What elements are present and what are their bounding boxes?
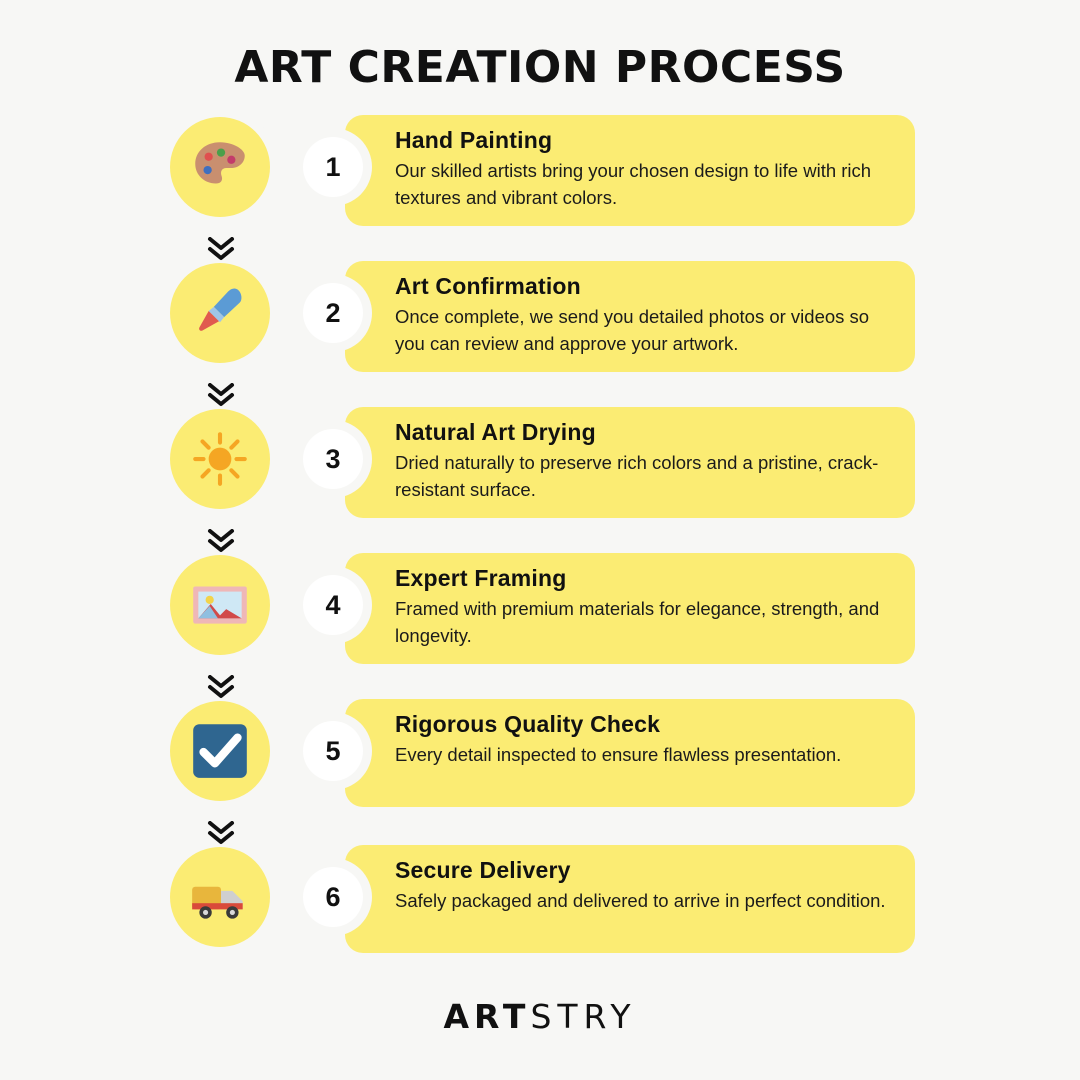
chevron-down-icon bbox=[206, 529, 236, 555]
step-title: Art Confirmation bbox=[395, 273, 581, 299]
framed-picture-icon-glyph bbox=[187, 572, 253, 638]
step-card bbox=[345, 407, 915, 518]
framed-picture-icon bbox=[170, 555, 270, 655]
palette-icon bbox=[170, 117, 270, 217]
chevron-down-icon bbox=[206, 383, 236, 409]
step-description: Safely packaged and delivered to arrive in perfect condition. bbox=[395, 890, 886, 911]
check-mark-icon bbox=[170, 701, 270, 801]
process-step bbox=[170, 699, 1080, 817]
step-description: Every detail inspected to ensure flawless presentation. bbox=[395, 744, 842, 765]
footer bbox=[0, 997, 1080, 1036]
paintbrush-icon bbox=[170, 263, 270, 363]
check-mark-icon-glyph bbox=[187, 718, 253, 784]
sun-icon-glyph bbox=[187, 426, 253, 492]
process-step bbox=[170, 407, 1080, 525]
step-description: Framed with premium materials for elegance, strength, and longevity. bbox=[395, 598, 880, 646]
step-description: Dried naturally to preserve rich colors and a pristine, crack-resistant surface. bbox=[395, 452, 879, 500]
sun-icon bbox=[170, 409, 270, 509]
process-step bbox=[170, 845, 1080, 963]
process-step bbox=[170, 115, 1080, 233]
page-title: ART CREATION PROCESS bbox=[234, 42, 846, 93]
step-title: Secure Delivery bbox=[395, 857, 571, 883]
process-step bbox=[170, 553, 1080, 671]
chevron-down-icon bbox=[206, 821, 236, 847]
step-number: 5 bbox=[303, 721, 363, 781]
step-number: 2 bbox=[303, 283, 363, 343]
step-description: Once complete, we send you detailed photos or videos so you can review and approve your artwork. bbox=[395, 306, 870, 354]
step-number: 3 bbox=[303, 429, 363, 489]
step-card bbox=[345, 699, 915, 807]
brand-light: STRY bbox=[530, 997, 637, 1036]
chevron-down-icon bbox=[206, 675, 236, 701]
delivery-truck-icon-glyph bbox=[187, 864, 253, 930]
step-description: Our skilled artists bring your chosen design to life with rich textures and vibrant colors. bbox=[395, 160, 872, 208]
chevron-down-icon bbox=[206, 237, 236, 263]
palette-icon-glyph bbox=[187, 134, 253, 200]
step-title: Expert Framing bbox=[395, 565, 567, 591]
step-number: 6 bbox=[303, 867, 363, 927]
brand-bold: ART bbox=[443, 997, 531, 1036]
process-steps-list bbox=[0, 115, 1080, 963]
step-number: 4 bbox=[303, 575, 363, 635]
paintbrush-icon-glyph bbox=[187, 280, 253, 346]
step-card bbox=[345, 261, 915, 372]
step-title: Natural Art Drying bbox=[395, 419, 596, 445]
brand-logo bbox=[0, 997, 1080, 1036]
step-card bbox=[345, 553, 915, 664]
step-title: Rigorous Quality Check bbox=[395, 711, 661, 737]
step-number: 1 bbox=[303, 137, 363, 197]
step-card bbox=[345, 845, 915, 953]
step-title: Hand Painting bbox=[395, 127, 553, 153]
step-card bbox=[345, 115, 915, 226]
process-step bbox=[170, 261, 1080, 379]
delivery-truck-icon bbox=[170, 847, 270, 947]
